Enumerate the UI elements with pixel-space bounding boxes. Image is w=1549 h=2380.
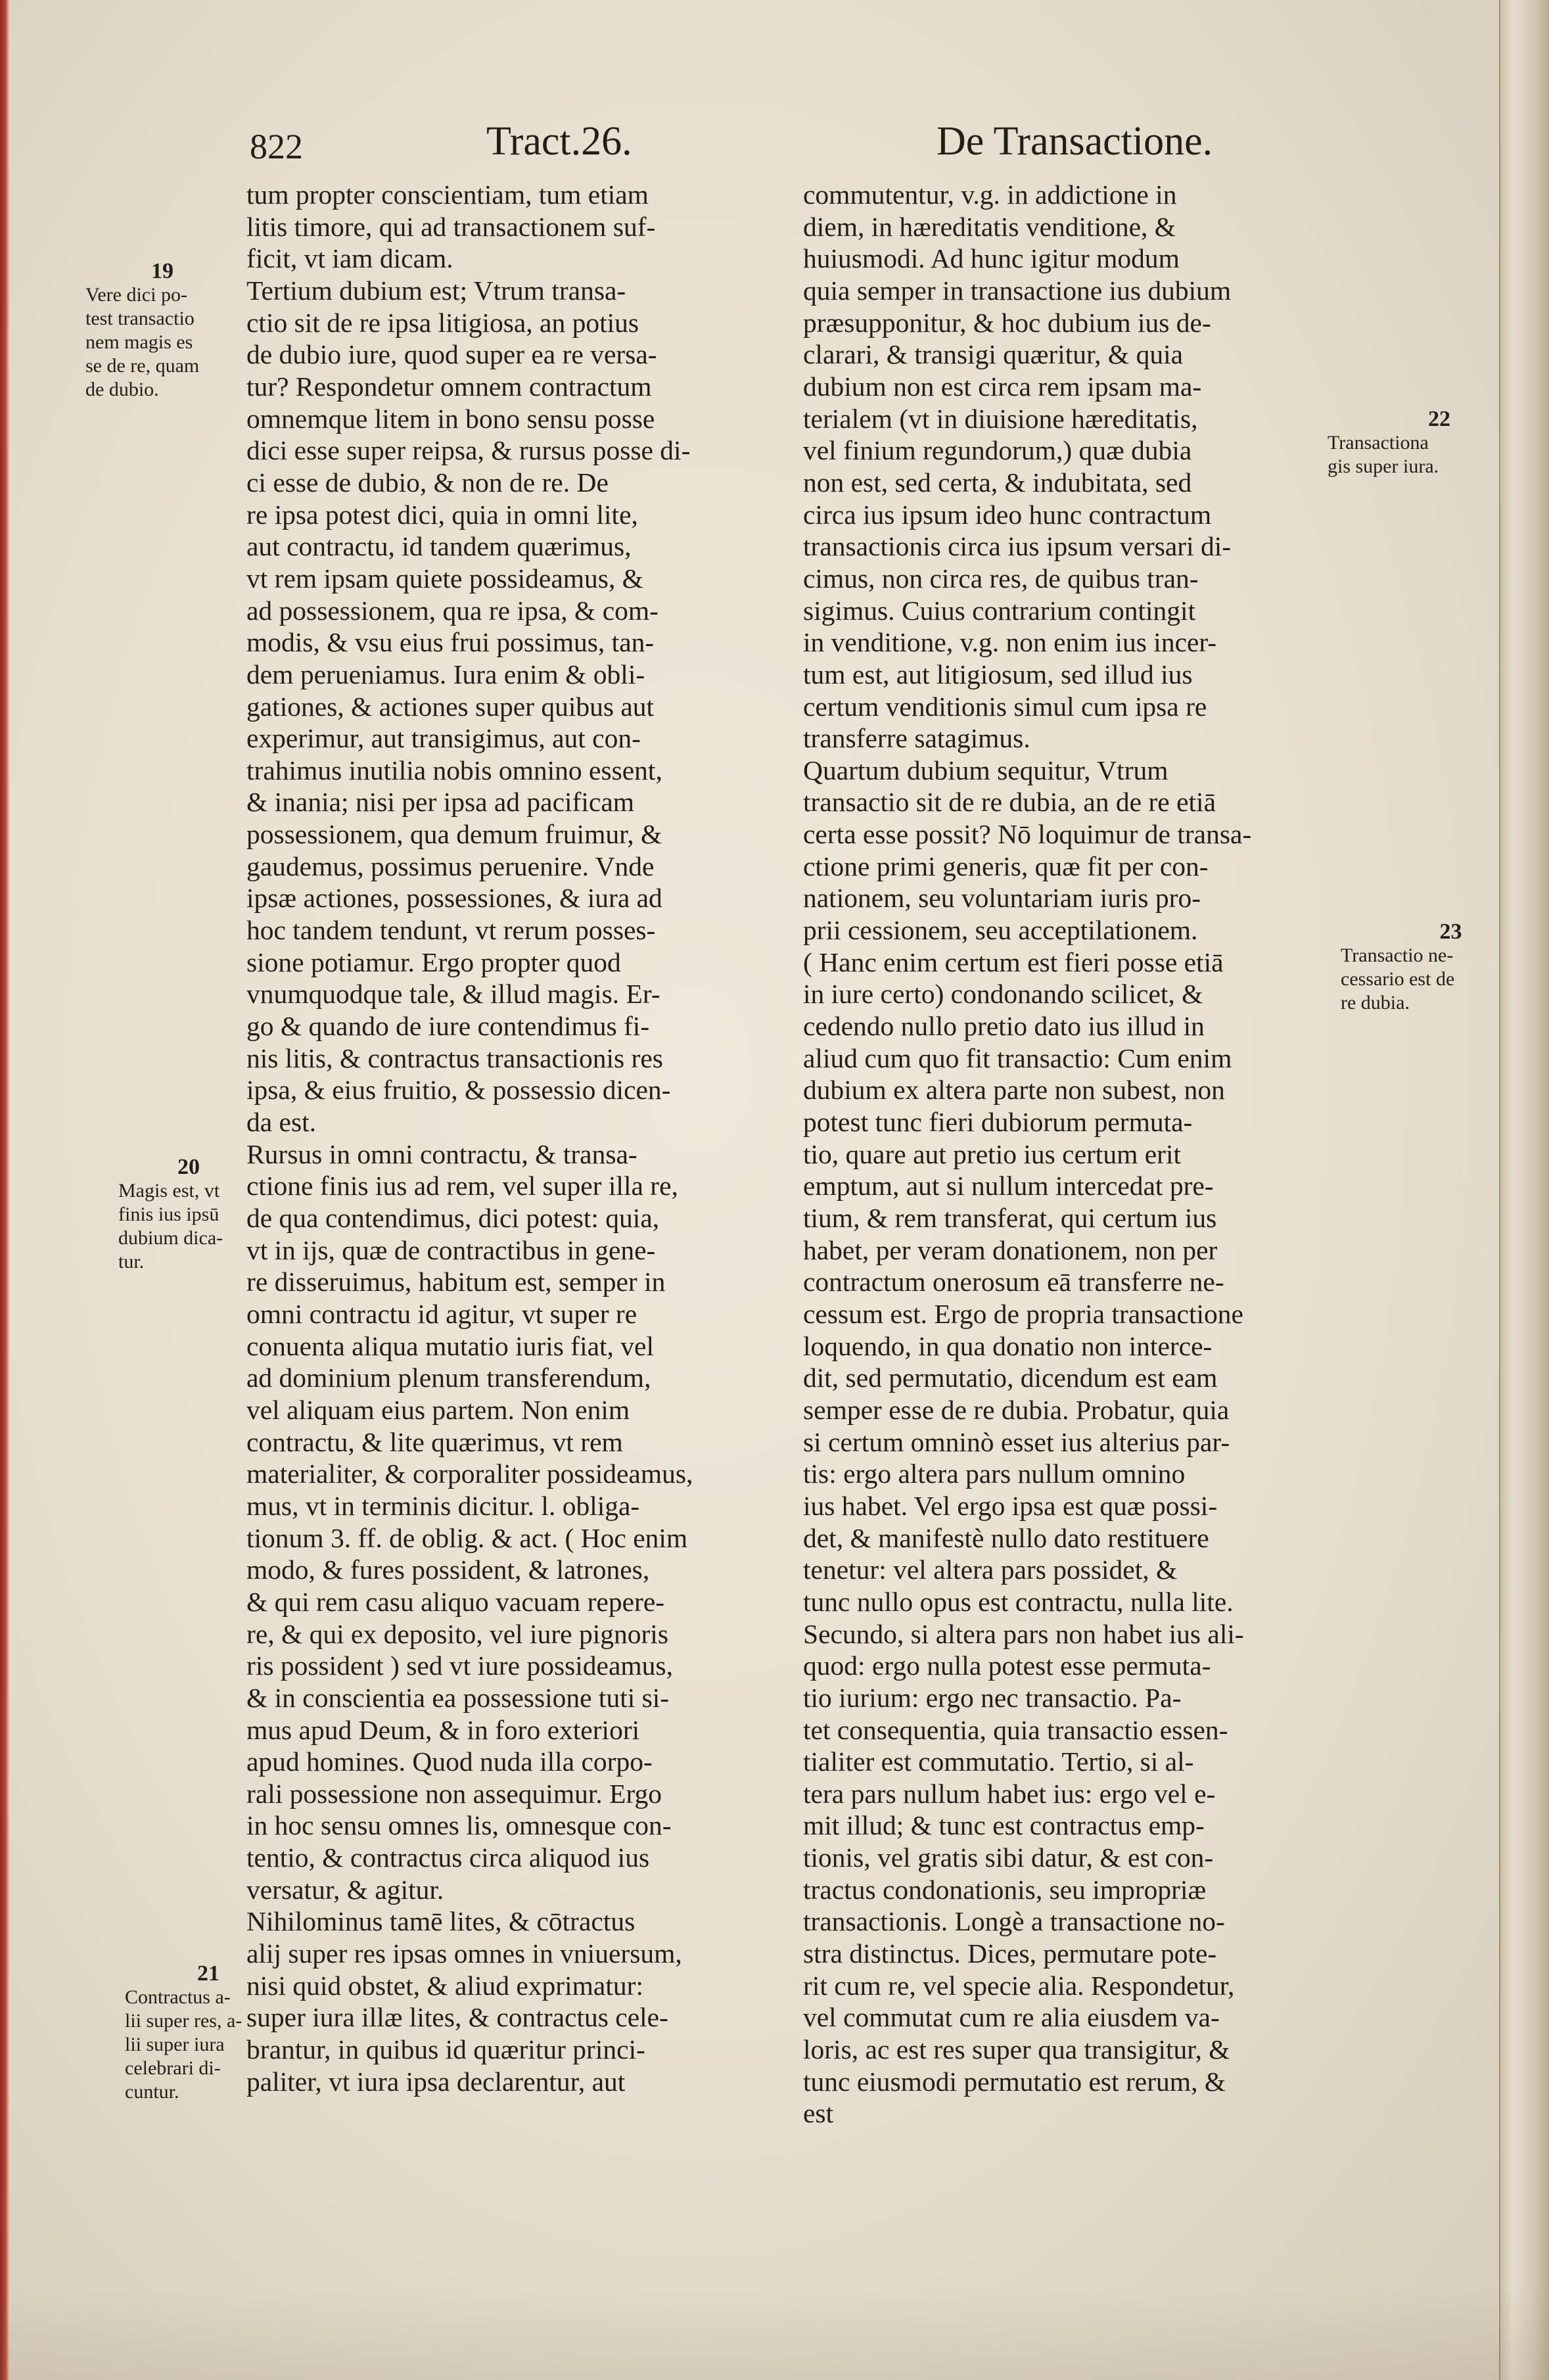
margin-note-line: lii super iura	[125, 2034, 225, 2055]
text-line: tenetur: vel altera pars possidet, &	[803, 1554, 1178, 1585]
text-line: quia semper in transactione ius dubium	[803, 275, 1232, 306]
text-line: mus, vt in terminis dicitur. l. obliga-	[246, 1490, 640, 1521]
text-line: habet, per veram donationem, non per	[803, 1234, 1218, 1265]
running-header	[250, 118, 1249, 177]
text-line: ( Hanc enim certum est fieri posse etiā	[803, 946, 1224, 977]
text-line: & qui rem casu aliquo vacuam repere-	[246, 1586, 665, 1617]
text-line: dici esse super reipsa, & rursus posse di-	[246, 435, 691, 466]
text-line: ctio sit de re ipsa litigiosa, an potius	[246, 307, 639, 338]
margin-note-line: se de re, quam	[85, 355, 200, 377]
margin-note-line: Transactiona	[1328, 432, 1429, 454]
text-line: vnumquodque tale, & illud magis. Er-	[246, 979, 660, 1010]
text-line: ficit, vt iam dicam.	[246, 243, 453, 274]
text-line: præsupponitur, & hoc dubium ius de-	[803, 307, 1211, 338]
text-line: re ipsa potest dici, quia in omni lite,	[246, 499, 638, 530]
text-line: semper esse de re dubia. Probatur, quia	[803, 1394, 1230, 1425]
text-line: ci esse de dubio, & non de re. De	[246, 467, 609, 498]
text-line: contractu, & lite quærimus, vt rem	[246, 1426, 623, 1457]
margin-note-number: 22	[1428, 407, 1450, 431]
text-line: Nihilominus tamē lites, & cōtractus	[246, 1906, 636, 1937]
text-line: aliud cum quo fit transactio: Cum enim	[803, 1042, 1232, 1073]
text-line: Tertium dubium est; Vtrum transa-	[246, 275, 626, 306]
margin-note-19	[85, 260, 243, 402]
text-line: gationes, & actiones super quibus aut	[246, 691, 655, 722]
text-line: trahimus inutilia nobis omnino essent,	[246, 755, 662, 785]
text-line: est	[803, 2098, 834, 2129]
margin-note-number: 21	[197, 1961, 220, 1986]
text-line: si certum omninò esset ius alterius par-	[803, 1426, 1230, 1457]
text-line: mit illud; & tunc est contractus emp-	[803, 1810, 1205, 1841]
text-line: aut contractu, id tandem quærimus,	[246, 531, 632, 562]
text-line: ctione finis ius ad rem, vel super illa re,	[246, 1171, 678, 1202]
text-line: huiusmodi. Ad hunc igitur modum	[803, 243, 1180, 274]
margin-note-line: Contractus a-	[125, 1986, 231, 2008]
text-line: loris, ac est res super qua transigitur, &	[803, 2034, 1230, 2065]
text-line: cessum est. Ergo de propria transactione	[803, 1298, 1243, 1329]
text-line: ipsa, & eius fruitio, & possessio dicen-	[246, 1075, 671, 1106]
text-line: re, & qui ex deposito, vel iure pignoris	[246, 1618, 668, 1649]
text-line: paliter, vt iura ipsa declarentur, aut	[246, 2066, 626, 2097]
margin-note-line: gis super iura.	[1328, 455, 1439, 477]
margin-note-line: lii super res, a-	[125, 2010, 243, 2032]
text-line: dem perueniamus. Iura enim & obli-	[246, 659, 645, 689]
text-line: cedendo nullo pretio dato ius illud in	[803, 1011, 1205, 1042]
text-line: loquendo, in qua donatio non interce-	[803, 1330, 1213, 1361]
text-line: nationem, seu voluntariam iuris pro-	[803, 883, 1201, 914]
text-line: tentio, & contractus circa aliquod ius	[246, 1842, 650, 1873]
text-line: contractum onerosum eā transferre ne-	[803, 1267, 1224, 1297]
text-line: omnemque litem in bono sensu posse	[246, 403, 655, 434]
page-shadow	[0, 2288, 1549, 2380]
text-line: tunc eiusmodi permutatio est rerum, &	[803, 2066, 1226, 2097]
text-line: dubium non est circa rem ipsam ma-	[803, 371, 1202, 402]
margin-note-line: test transactio	[85, 308, 195, 329]
text-line: sione potiamur. Ergo propter quod	[246, 946, 621, 977]
text-line: dit, sed permutatio, dicendum est eam	[803, 1363, 1218, 1393]
right-text-column	[803, 179, 1335, 2130]
text-line: da est.	[246, 1107, 317, 1138]
text-line: tium, & rem transferat, qui certum ius	[803, 1203, 1217, 1233]
text-line: Secundo, si altera pars non habet ius ali-	[803, 1618, 1244, 1649]
text-line: experimur, aut transigimus, aut con-	[246, 723, 641, 754]
margin-note-23	[1341, 920, 1498, 1015]
text-line: transferre satagimus.	[803, 723, 1030, 754]
text-line: gaudemus, possimus peruenire. Vnde	[246, 851, 655, 881]
text-line: ctione primi generis, quæ fit per con-	[803, 851, 1209, 881]
text-line: Quartum dubium sequitur, Vtrum	[803, 755, 1168, 785]
text-line: non est, sed certa, & indubitata, sed	[803, 467, 1192, 498]
text-line: vel commutat cum re alia eiusdem va-	[803, 2002, 1220, 2033]
chapter-title: De Transactione.	[936, 119, 1213, 164]
text-line: super iura illæ lites, & contractus cele-	[246, 2002, 668, 2033]
text-line: ad possessionem, qua re ipsa, & com-	[246, 595, 659, 626]
text-line: tur? Respondetur omnem contractum	[246, 371, 652, 402]
text-line: certum venditionis simul cum ipsa re	[803, 691, 1207, 722]
margin-note-number: 20	[177, 1155, 200, 1179]
margin-note-22	[1328, 408, 1492, 478]
text-line: litis timore, qui ad transactionem suf-	[246, 211, 656, 242]
margin-note-line: celebrari di-	[125, 2057, 221, 2079]
text-line: ris possident ) sed vt iure possideamus,	[246, 1650, 673, 1681]
margin-note-line: tur.	[118, 1251, 145, 1272]
text-line: certa esse possit? Nō loquimur de transa-	[803, 819, 1252, 850]
margin-note-line: Transactio ne-	[1341, 945, 1454, 966]
text-line: ad dominium plenum transferendum,	[246, 1363, 651, 1393]
margin-note-20	[118, 1155, 250, 1274]
text-line: in iure certo) condonando scilicet, &	[803, 979, 1203, 1010]
text-line: tis: ergo altera pars nullum omnino	[803, 1458, 1186, 1489]
margin-note-line: cessario est de	[1341, 968, 1455, 990]
text-line: in hoc sensu omnes lis, omnesque con-	[246, 1810, 672, 1841]
text-line: vt rem ipsam quiete possideamus, &	[246, 563, 643, 594]
text-line: sigimus. Cuius contrarium contingit	[803, 595, 1196, 626]
text-line: rali possessione non assequimur. Ergo	[246, 1778, 662, 1809]
text-line: commutentur, v.g. in addictione in	[803, 179, 1177, 210]
text-line: quod: ergo nulla potest esse permuta-	[803, 1650, 1211, 1681]
text-line: apud homines. Quod nuda illa corpo-	[246, 1746, 653, 1777]
margin-note-21	[125, 1962, 250, 2104]
text-line: tio, quare aut pretio ius certum erit	[803, 1138, 1182, 1169]
text-line: transactionis. Longè a transactione no-	[803, 1906, 1225, 1937]
text-line: tialiter est commutatio. Tertio, si al-	[803, 1746, 1194, 1777]
margin-note-line: cuntur.	[125, 2081, 179, 2103]
text-line: tractus condonationis, seu impropriæ	[803, 1874, 1207, 1905]
text-line: modo, & fures possident, & latrones,	[246, 1554, 650, 1585]
text-line: ius habet. Vel ergo ipsa est quæ possi-	[803, 1490, 1218, 1521]
text-line: re disseruimus, habitum est, semper in	[246, 1267, 666, 1297]
text-line: terialem (vt in diuisione hæreditatis,	[803, 403, 1198, 434]
text-line: prii cessionem, seu acceptilationem.	[803, 915, 1198, 946]
text-line: dubium ex altera parte non subest, non	[803, 1075, 1225, 1106]
page-fold-right	[1499, 0, 1549, 2380]
text-line: modis, & vsu eius frui possimus, tan-	[246, 627, 655, 658]
text-line: mus apud Deum, & in foro exteriori	[246, 1714, 640, 1745]
text-line: transactionis circa ius ipsum versari di-	[803, 531, 1232, 562]
margin-note-line: finis ius ipsū	[118, 1203, 220, 1225]
margin-note-number: 23	[1439, 920, 1462, 944]
text-line: vel aliquam eius partem. Non enim	[246, 1394, 630, 1425]
text-line: Rursus in omni contractu, & transa-	[246, 1138, 637, 1169]
text-line: tum est, aut litigiosum, sed illud ius	[803, 659, 1193, 689]
text-line: go & quando de iure contendimus fi-	[246, 1011, 650, 1042]
text-line: tionum 3. ff. de oblig. & act. ( Hoc enim	[246, 1522, 688, 1553]
text-line: in venditione, v.g. non enim ius incer-	[803, 627, 1217, 658]
margin-note-line: re dubia.	[1341, 992, 1410, 1014]
text-line: nisi quid obstet, & aliud exprimatur:	[246, 1970, 643, 2001]
text-line: tet consequentia, quia transactio essen-	[803, 1714, 1228, 1745]
margin-note-number: 19	[151, 259, 173, 283]
text-line: possessionem, qua demum fruimur, &	[246, 819, 662, 850]
text-line: det, & manifestè nullo dato restituere	[803, 1522, 1209, 1553]
margin-note-line: nem magis es	[85, 331, 193, 353]
text-line: & in conscientia ea possessione tuti si-	[246, 1682, 670, 1713]
text-line: transactio sit de re dubia, an de re etiā	[803, 787, 1216, 818]
margin-note-line: Vere dici po-	[85, 284, 187, 306]
text-line: diem, in hæreditatis venditione, &	[803, 211, 1176, 242]
text-line: hoc tandem tendunt, vt rerum posses-	[246, 915, 656, 946]
text-line: circa ius ipsum ideo hunc contractum	[803, 499, 1212, 530]
margin-note-line: dubium dica-	[118, 1227, 223, 1249]
text-line: emptum, aut si nullum intercedat pre-	[803, 1171, 1214, 1202]
text-line: conuenta aliqua mutatio iuris fiat, vel	[246, 1330, 655, 1361]
text-line: potest tunc fieri dubiorum permuta-	[803, 1107, 1193, 1138]
page-number: 822	[250, 127, 303, 166]
text-line: vt in ijs, quæ de contractibus in gene-	[246, 1234, 656, 1265]
margin-note-line: Magis est, vt	[118, 1180, 220, 1202]
text-line: brantur, in quibus id quæritur princi-	[246, 2034, 645, 2065]
text-line: de dubio iure, quod super ea re versa-	[246, 339, 657, 370]
text-line: rit cum re, vel specie alia. Respondetur,	[803, 1970, 1235, 2001]
left-text-column	[246, 179, 779, 2097]
text-line: tio iurium: ergo nec transactio. Pa-	[803, 1682, 1182, 1713]
text-line: & inania; nisi per ipsa ad pacificam	[246, 787, 635, 818]
text-line: omni contractu id agitur, vt super re	[246, 1298, 637, 1329]
text-line: alij super res ipsas omnes in vniuersum,	[246, 1938, 682, 1969]
text-line: cimus, non circa res, de quibus tran-	[803, 563, 1199, 594]
tract-label: Tract.26.	[486, 119, 632, 164]
text-line: versatur, & agitur.	[246, 1874, 444, 1905]
text-line: stra distinctus. Dices, permutare pote-	[803, 1938, 1217, 1969]
text-line: tera pars nullum habet ius: ergo vel e-	[803, 1778, 1216, 1809]
text-line: ipsæ actiones, possessiones, & iura ad	[246, 883, 662, 914]
page-edge-left	[0, 0, 9, 2380]
text-line: nis litis, & contractus transactionis res	[246, 1042, 663, 1073]
text-line: vel finium regundorum,) quæ dubia	[803, 435, 1192, 466]
margin-note-line: de dubio.	[85, 379, 159, 400]
text-line: clarari, & transigi quæritur, & quia	[803, 339, 1184, 370]
text-line: tum propter conscientiam, tum etiam	[246, 179, 649, 210]
text-line: tionis, vel gratis sibi datur, & est con-	[803, 1842, 1214, 1873]
text-line: tunc nullo opus est contractu, nulla lite.	[803, 1586, 1234, 1617]
text-line: de qua contendimus, dici potest: quia,	[246, 1203, 660, 1233]
text-line: materialiter, & corporaliter possideamus,	[246, 1458, 693, 1489]
